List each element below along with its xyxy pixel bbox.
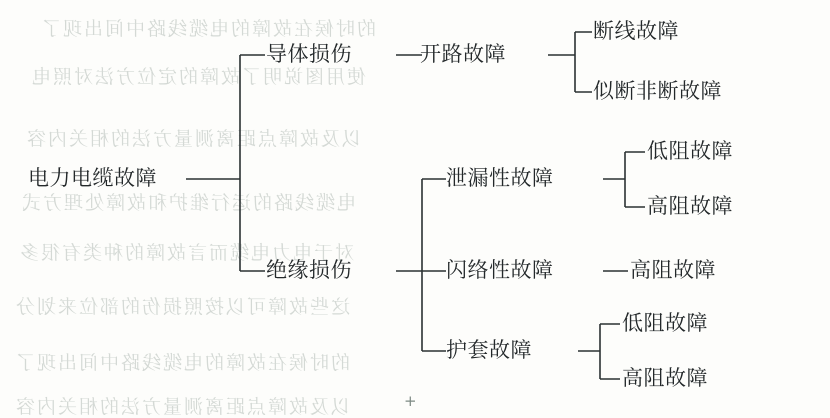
bleed-text-line: 电缆线路的运行维护和故障处理方式 bbox=[20, 192, 357, 214]
node-leakage-fault[interactable]: 泄漏性故障 bbox=[446, 166, 554, 190]
node-sheath-fault[interactable]: 护套故障 bbox=[446, 338, 532, 362]
node-open-circuit[interactable]: 开路故障 bbox=[420, 42, 506, 66]
bleed-text-line: 这些故障可以按照损伤的部位来划分 bbox=[14, 296, 351, 318]
bleed-text-line: 的时候在故障的电缆线路中间出现了 bbox=[14, 352, 351, 374]
node-quasi-broken[interactable]: 似断非断故障 bbox=[593, 79, 722, 103]
bleed-text-line: 以及故障点距离测量方法的相关内容 bbox=[14, 396, 351, 418]
node-flashover-high[interactable]: 高阻故障 bbox=[630, 258, 716, 282]
node-conductor-damage[interactable]: 导体损伤 bbox=[266, 42, 352, 66]
node-sheath-high[interactable]: 高阻故障 bbox=[622, 366, 708, 390]
node-sheath-low[interactable]: 低阻故障 bbox=[622, 311, 708, 335]
node-broken-line[interactable]: 断线故障 bbox=[593, 19, 679, 43]
cursor-marker: + bbox=[404, 392, 417, 410]
node-leakage-high[interactable]: 高阻故障 bbox=[647, 194, 733, 218]
bleed-text-line: 对于电力电缆而言故障的种类有很多 bbox=[18, 242, 355, 264]
bleed-text-line: 以及故障点距离测量方法的相关内容 bbox=[25, 128, 362, 150]
bleed-text-line: 的时候在故障的电缆线路中间出现了 bbox=[40, 18, 377, 40]
node-insulation-damage[interactable]: 绝缘损伤 bbox=[266, 258, 352, 282]
node-leakage-low[interactable]: 低阻故障 bbox=[647, 139, 733, 163]
node-root[interactable]: 电力电缆故障 bbox=[28, 166, 157, 190]
bleed-text-line: 使用图说明了故障的定位方法对照电 bbox=[30, 66, 367, 88]
node-flashover-fault[interactable]: 闪络性故障 bbox=[446, 258, 554, 282]
